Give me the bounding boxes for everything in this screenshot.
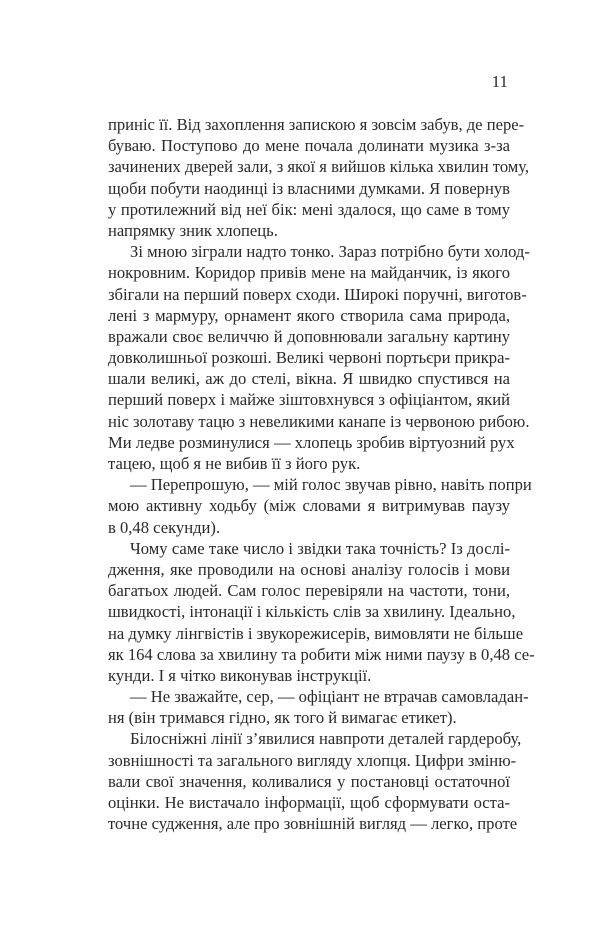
text-line: на думку лінгвістів і звукорежисерів, вимовляти не більше	[108, 623, 524, 643]
text-line: приніс її. Від захоплення запискою я зовсім забув, де пере-	[108, 115, 525, 134]
text-line: оцінки. Не вистачало інформації, щоб сформувати оста-	[108, 793, 510, 812]
text-line: ня (він тримався гідно, як того й вимагає етикет).	[108, 708, 457, 728]
body-text	[108, 114, 535, 834]
text-line: — Перепрошую, — мій голос звучав рівно, навіть попри	[130, 475, 532, 495]
text-line: зачинених дверей зали, з якої я вийшов кілька хвилин тому,	[108, 157, 530, 177]
text-line: ніс золотаву тацю з невеликими канапе із червоною рибою.	[108, 411, 530, 431]
text-line: мою активну ходьбу (між словами я витримував паузу	[108, 496, 510, 516]
text-line: тацею, щоб я не вибив її з його рук.	[108, 454, 361, 473]
text-line: дження, яке проводили на основі аналізу голосів і мови	[108, 559, 510, 579]
page-number: 11	[491, 72, 508, 91]
text-line: багатьох людей. Сам голос перевіряли на частоти, тони,	[108, 581, 510, 601]
text-line: зовнішності та загального вигляду хлопця. Цифри зміню-	[108, 750, 517, 770]
text-line: точне судження, але про зовнішній вигляд — легко, проте	[108, 814, 518, 834]
text-line: Чому саме таке число і звідки така точність? Із дослі-	[130, 538, 510, 558]
text-line: щоби побути наодинці із власними думками. Я повернув	[108, 178, 510, 198]
text-line: перший поверх і майже зіштовхнувся з офіціантом, який	[108, 390, 510, 410]
text-line: нокровним. Коридор привів мене на майданчик, із якого	[108, 263, 510, 283]
text-line: буваю. Поступово до мене почала долинати музика з-за	[108, 136, 510, 156]
text-line: збігали на перший поверх сходи. Широкі поручні, виготов-	[108, 284, 527, 304]
text-line: Ми ледве розминулися — хлопець зробив віртуозний рух	[108, 432, 515, 452]
text-line: лені з мармуру, орнамент якого створила сама природа,	[108, 305, 510, 325]
text-line: Зі мною зіграли надто тонко. Зараз потрібно бути холод-	[130, 242, 530, 262]
text-line: в 0,48 секунди).	[108, 517, 221, 537]
text-line: вали свої значення, коливалися у постановці остаточної	[108, 771, 510, 791]
text-line: кунди. І я чітко виконував інструкції.	[108, 665, 372, 685]
text-line: довколишньої розкоші. Великі червоні портьєри прикра-	[108, 348, 510, 368]
text-line: напрямку зник хлопець.	[108, 220, 278, 240]
text-line: у протилежний від неї бік: мені здалося, що саме в тому	[108, 199, 510, 219]
text-line: як 164 слова за хвилину та робити між ними паузу в 0,48 се-	[108, 644, 535, 664]
text-line: шали великі, аж до стелі, вікна. Я швидко спустився на	[108, 369, 510, 389]
text-line: Білосніжні лінії з’явилися навпроти деталей гардеробу,	[130, 729, 522, 749]
text-line: — Не зважайте, сер, — офіціант не втрачав самовладан-	[130, 687, 529, 707]
text-line: вражали своє величчю й доповнювали загальну картину	[108, 326, 510, 346]
text-line: швидкості, інтонації і кількість слів за хвилину. Ідеально,	[108, 602, 516, 622]
